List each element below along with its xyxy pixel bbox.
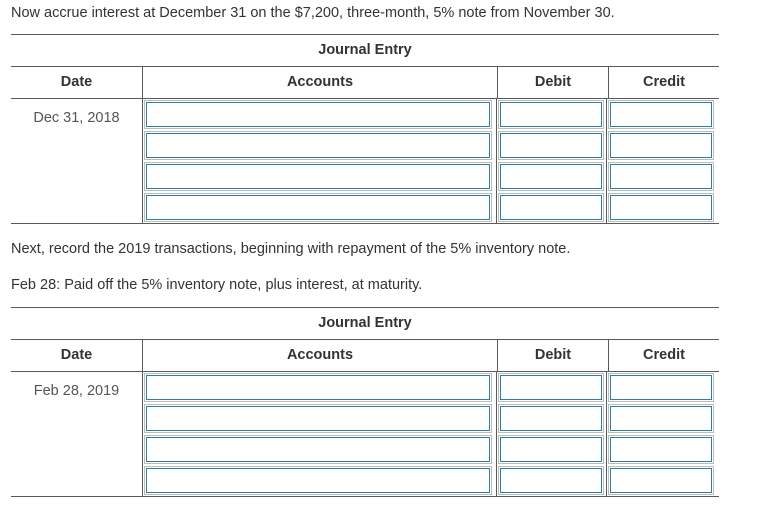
account-input-4[interactable] [146,195,490,220]
header-accounts: Accounts [142,340,497,371]
header-credit: Credit [608,67,719,98]
header-date: Date [60,347,93,363]
journal-title: Journal Entry [11,34,719,67]
account-input-2[interactable] [146,133,490,158]
header-credit: Credit [608,340,719,371]
debit-input-4[interactable] [500,195,602,220]
debit-input-3[interactable] [500,164,602,189]
journal-entry-1 [11,34,719,224]
entry-date: Feb 28, 2019 [33,383,120,399]
credit-input-2[interactable] [610,406,712,431]
debit-input-4[interactable] [500,468,602,493]
debit-input-2[interactable] [500,406,602,431]
account-input-1[interactable] [146,102,490,127]
account-input-3[interactable] [146,437,490,462]
accounts-column [142,99,496,223]
credit-input-1[interactable] [610,102,712,127]
journal-header-row [11,340,719,372]
journal-title: Journal Entry [11,307,719,340]
debit-input-1[interactable] [500,102,602,127]
next-instructions: Next, record the 2019 transactions, beginning with repayment of the 5% inventory note. [11,241,571,257]
header-debit: Debit [497,67,608,98]
account-input-1[interactable] [146,375,490,400]
debit-column [496,372,606,496]
debit-input-3[interactable] [500,437,602,462]
credit-column [606,372,716,496]
account-input-3[interactable] [146,164,490,189]
credit-input-4[interactable] [610,195,712,220]
header-date: Date [60,74,93,90]
account-input-4[interactable] [146,468,490,493]
debit-column [496,99,606,223]
journal-header-row [11,67,719,99]
credit-input-1[interactable] [610,375,712,400]
credit-column [606,99,716,223]
account-input-2[interactable] [146,406,490,431]
journal-body [11,99,719,224]
debit-input-2[interactable] [500,133,602,158]
header-debit: Debit [497,340,608,371]
feb-instructions: Feb 28: Paid off the 5% inventory note, plus interest, at maturity. [11,277,423,293]
credit-input-3[interactable] [610,164,712,189]
credit-input-4[interactable] [610,468,712,493]
header-accounts: Accounts [142,67,497,98]
intro-text: Now accrue interest at December 31 on the $7,200, three-month, 5% note from November 30. [11,5,615,21]
credit-input-2[interactable] [610,133,712,158]
journal-entry-2 [11,307,719,497]
credit-input-3[interactable] [610,437,712,462]
entry-date: Dec 31, 2018 [33,110,120,126]
journal-body [11,372,719,497]
debit-input-1[interactable] [500,375,602,400]
accounts-column [142,372,496,496]
